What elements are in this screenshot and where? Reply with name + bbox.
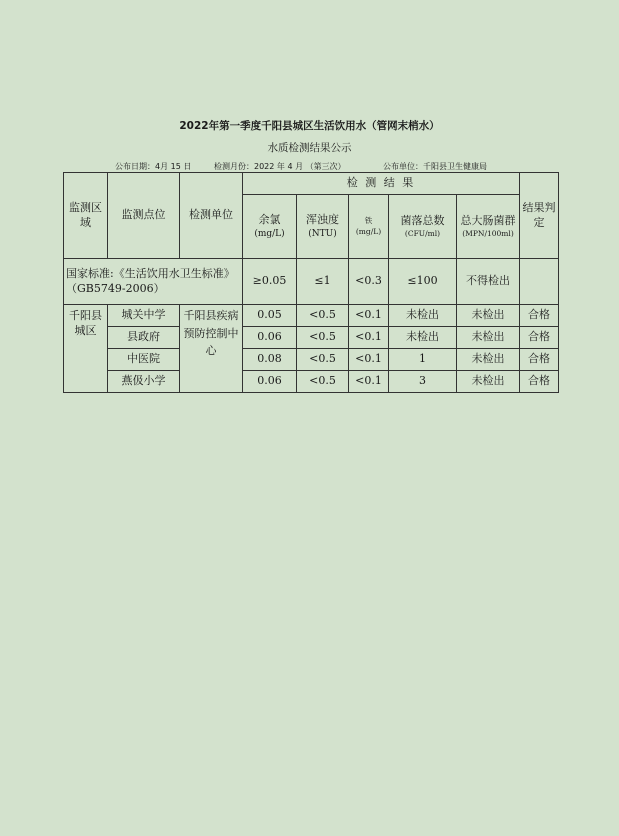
header-judgement: 结果判定 xyxy=(520,173,559,259)
indicator-chlorine: 余氯 (mg/L) xyxy=(243,195,297,259)
value-cell: <0.1 xyxy=(349,327,389,349)
value-cell: 1 xyxy=(389,349,457,371)
standard-value: ≤1 xyxy=(297,259,349,305)
value-cell: 0.08 xyxy=(243,349,297,371)
standard-value: <0.3 xyxy=(349,259,389,305)
value-cell: <0.1 xyxy=(349,349,389,371)
result-cell: 合格 xyxy=(520,371,559,393)
standard-value: ≤100 xyxy=(389,259,457,305)
table-row xyxy=(64,349,559,371)
table-row xyxy=(64,305,559,327)
value-cell: 未检出 xyxy=(457,349,520,371)
value-cell: <0.5 xyxy=(297,305,349,327)
header-site: 监测点位 xyxy=(108,173,180,259)
standard-value: 不得检出 xyxy=(457,259,520,305)
value-cell: 未检出 xyxy=(457,305,520,327)
lab-cell: 千阳县疾病预防控制中心 xyxy=(180,305,243,393)
result-cell: 合格 xyxy=(520,349,559,371)
site-cell: 燕伋小学 xyxy=(108,371,180,393)
value-cell: 0.06 xyxy=(243,327,297,349)
table-row xyxy=(64,327,559,349)
indicator-turbidity: 浑浊度 (NTU) xyxy=(297,195,349,259)
indicator-coliform: 总大肠菌群 (MPN/100ml) xyxy=(457,195,520,259)
value-cell: 0.05 xyxy=(243,305,297,327)
value-cell: <0.5 xyxy=(297,349,349,371)
header-lab: 检测单位 xyxy=(180,173,243,259)
document-title: 2022年第一季度千阳县城区生活饮用水（管网末梢水） xyxy=(179,120,440,132)
results-table xyxy=(63,172,559,393)
value-cell: <0.1 xyxy=(349,371,389,393)
value-cell: 0.06 xyxy=(243,371,297,393)
document-subtitle: 水质检测结果公示 xyxy=(267,142,352,154)
value-cell: 未检出 xyxy=(457,327,520,349)
standard-label: 国家标准:《生活饮用水卫生标准》（GB5749-2006） xyxy=(64,259,243,305)
indicator-iron: 铁 (mg/L) xyxy=(349,195,389,259)
site-cell: 县政府 xyxy=(108,327,180,349)
value-cell: 未检出 xyxy=(389,327,457,349)
result-cell: 合格 xyxy=(520,327,559,349)
value-cell: <0.5 xyxy=(297,327,349,349)
result-cell: 合格 xyxy=(520,305,559,327)
site-cell: 中医院 xyxy=(108,349,180,371)
value-cell: <0.1 xyxy=(349,305,389,327)
value-cell: 未检出 xyxy=(457,371,520,393)
site-cell: 城关中学 xyxy=(108,305,180,327)
header-row-1 xyxy=(64,173,559,195)
indicator-bacteria: 菌落总数 (CFU/ml) xyxy=(389,195,457,259)
header-area: 监测区域 xyxy=(64,173,108,259)
standard-value: ≥0.05 xyxy=(243,259,297,305)
header-results: 检 测 结 果 xyxy=(243,173,520,195)
value-cell: 3 xyxy=(389,371,457,393)
standard-row xyxy=(64,259,559,305)
standard-judgement xyxy=(520,259,559,305)
area-cell: 千阳县城区 xyxy=(64,305,108,393)
publish-date: 公布日期：4月 15 日 xyxy=(115,162,192,171)
test-month: 检测月份：2022 年 4 月 （第三次） xyxy=(214,162,346,171)
publish-unit: 公布单位：千阳县卫生健康局 xyxy=(383,162,487,171)
value-cell: 未检出 xyxy=(389,305,457,327)
value-cell: <0.5 xyxy=(297,371,349,393)
table-row xyxy=(64,371,559,393)
